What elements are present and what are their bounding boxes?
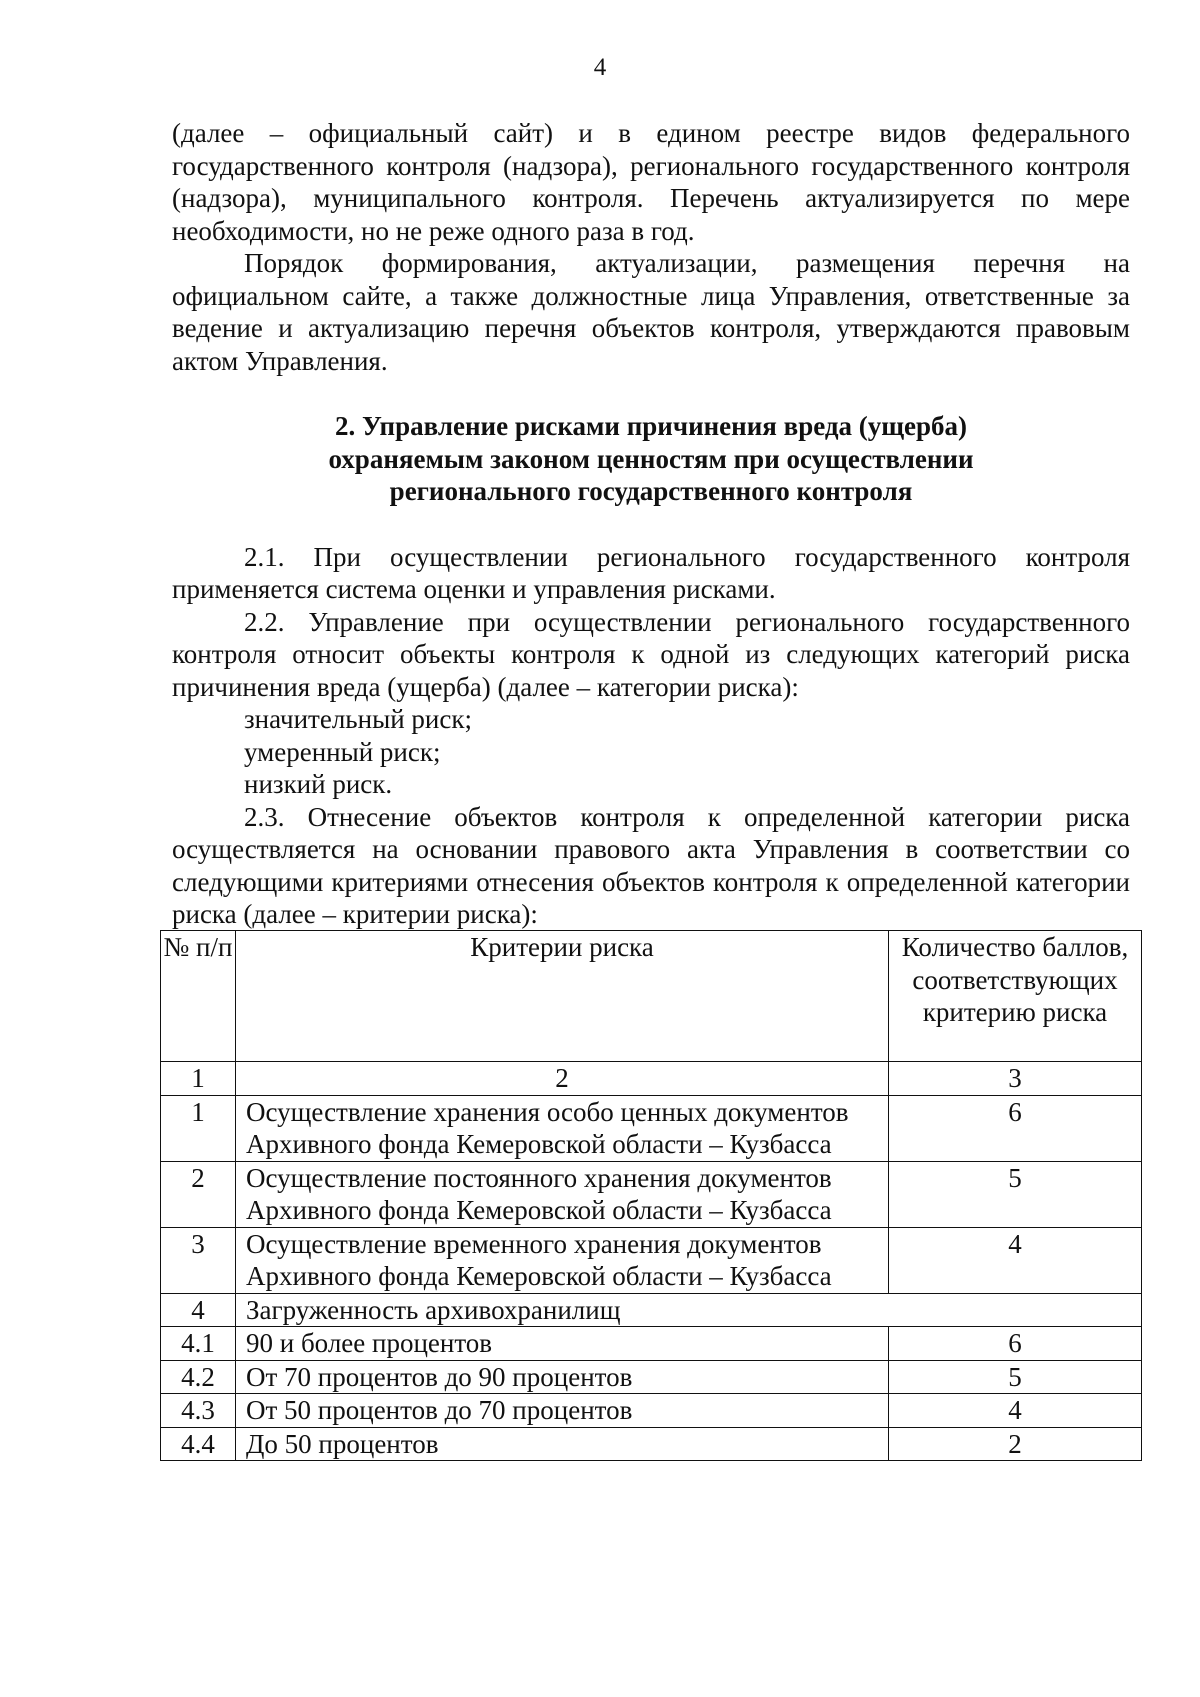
row-num: 4.4	[161, 1427, 236, 1461]
table-row	[161, 1161, 1142, 1227]
table-row	[161, 1327, 1142, 1361]
table-row	[161, 1427, 1142, 1461]
risk-level-significant: значительный риск;	[244, 704, 472, 734]
header-criteria: Критерии риска	[236, 931, 889, 1062]
row-score: 6	[889, 1327, 1142, 1361]
row-num: 1	[161, 1095, 236, 1161]
row-score: 6	[889, 1095, 1142, 1161]
row-criteria: До 50 процентов	[236, 1427, 889, 1461]
clause-2-3: 2.3. Отнесение объектов контроля к определенной категории риска осуществляется на основании правового акта Управления в соответствии со следующими критериями отнесения объектов контроля к определенной категории риска (далее – критерии риска):	[172, 801, 1130, 929]
table-row	[161, 1360, 1142, 1394]
row-criteria: Загруженность архивохранилищ	[236, 1293, 1142, 1327]
row-num: 4.2	[161, 1360, 236, 1394]
row-score: 2	[889, 1427, 1142, 1461]
row-criteria: Осуществление временного хранения документов Архивного фонда Кемеровской области – Кузбасса	[236, 1227, 889, 1293]
row-criteria: От 50 процентов до 70 процентов	[236, 1394, 889, 1428]
row-criteria: Осуществление постоянного хранения документов Архивного фонда Кемеровской области – Кузбасса	[236, 1161, 889, 1227]
column-number-3: 3	[889, 1062, 1142, 1096]
row-num: 4.3	[161, 1394, 236, 1428]
table-row	[161, 1095, 1142, 1161]
page-number: 4	[593, 54, 607, 81]
paragraph-official-site: (далее – официальный сайт) и в едином реестре видов федерального государственного контроля (надзора), регионального государственного контроля (надзора), муниципального контроля. Перечень актуализируется по мере необходимости, но не реже одного раза в год.	[172, 118, 1130, 246]
table-header-row	[161, 931, 1142, 1062]
row-criteria: Осуществление хранения особо ценных документов Архивного фонда Кемеровской области – Кузбасса	[236, 1095, 889, 1161]
row-criteria: От 70 процентов до 90 процентов	[236, 1360, 889, 1394]
column-number-1: 1	[161, 1062, 236, 1096]
risk-level-moderate: умеренный риск;	[244, 736, 441, 767]
row-criteria: 90 и более процентов	[236, 1327, 889, 1361]
row-score: 4	[889, 1227, 1142, 1293]
column-number-2: 2	[236, 1062, 889, 1096]
row-score: 4	[889, 1394, 1142, 1428]
row-num: 3	[161, 1227, 236, 1293]
table-row	[161, 1227, 1142, 1293]
section-heading-line-3: регионального государственного контроля	[389, 476, 913, 506]
section-heading-line-2: охраняемым законом ценностям при осуществлении	[328, 443, 974, 474]
clause-2-2: 2.2. Управление при осуществлении регионального государственного контроля относит объекты контроля к одной из следующих категорий риска причинения вреда (ущерба) (далее – категории риска):	[172, 606, 1130, 702]
table-row	[161, 1394, 1142, 1428]
row-score: 5	[889, 1161, 1142, 1227]
row-num: 4	[161, 1293, 236, 1327]
row-score: 5	[889, 1360, 1142, 1394]
header-score: Количество баллов, соответствующих критерию риска	[889, 931, 1142, 1062]
row-num: 2	[161, 1161, 236, 1227]
section-heading-line-1: 2. Управление рисками причинения вреда (ущерба)	[334, 411, 968, 441]
table-row	[161, 1293, 1142, 1327]
header-num: № п/п	[161, 931, 236, 1062]
section-heading	[172, 410, 1130, 508]
paragraph-list-procedure: Порядок формирования, актуализации, размещения перечня на официальном сайте, а также должностные лица Управления, ответственные за ведение и актуализацию перечня объектов контроля, утверждаются правовым актом Управления.	[172, 248, 1130, 376]
risk-level-low: низкий риск.	[244, 769, 393, 799]
table-column-numbers-row	[161, 1062, 1142, 1096]
row-num: 4.1	[161, 1327, 236, 1361]
clause-2-1: 2.1. При осуществлении регионального государственного контроля применяется система оценки и управления рисками.	[172, 541, 1130, 604]
document-body	[172, 117, 1130, 931]
risk-criteria-table	[160, 930, 1142, 1461]
